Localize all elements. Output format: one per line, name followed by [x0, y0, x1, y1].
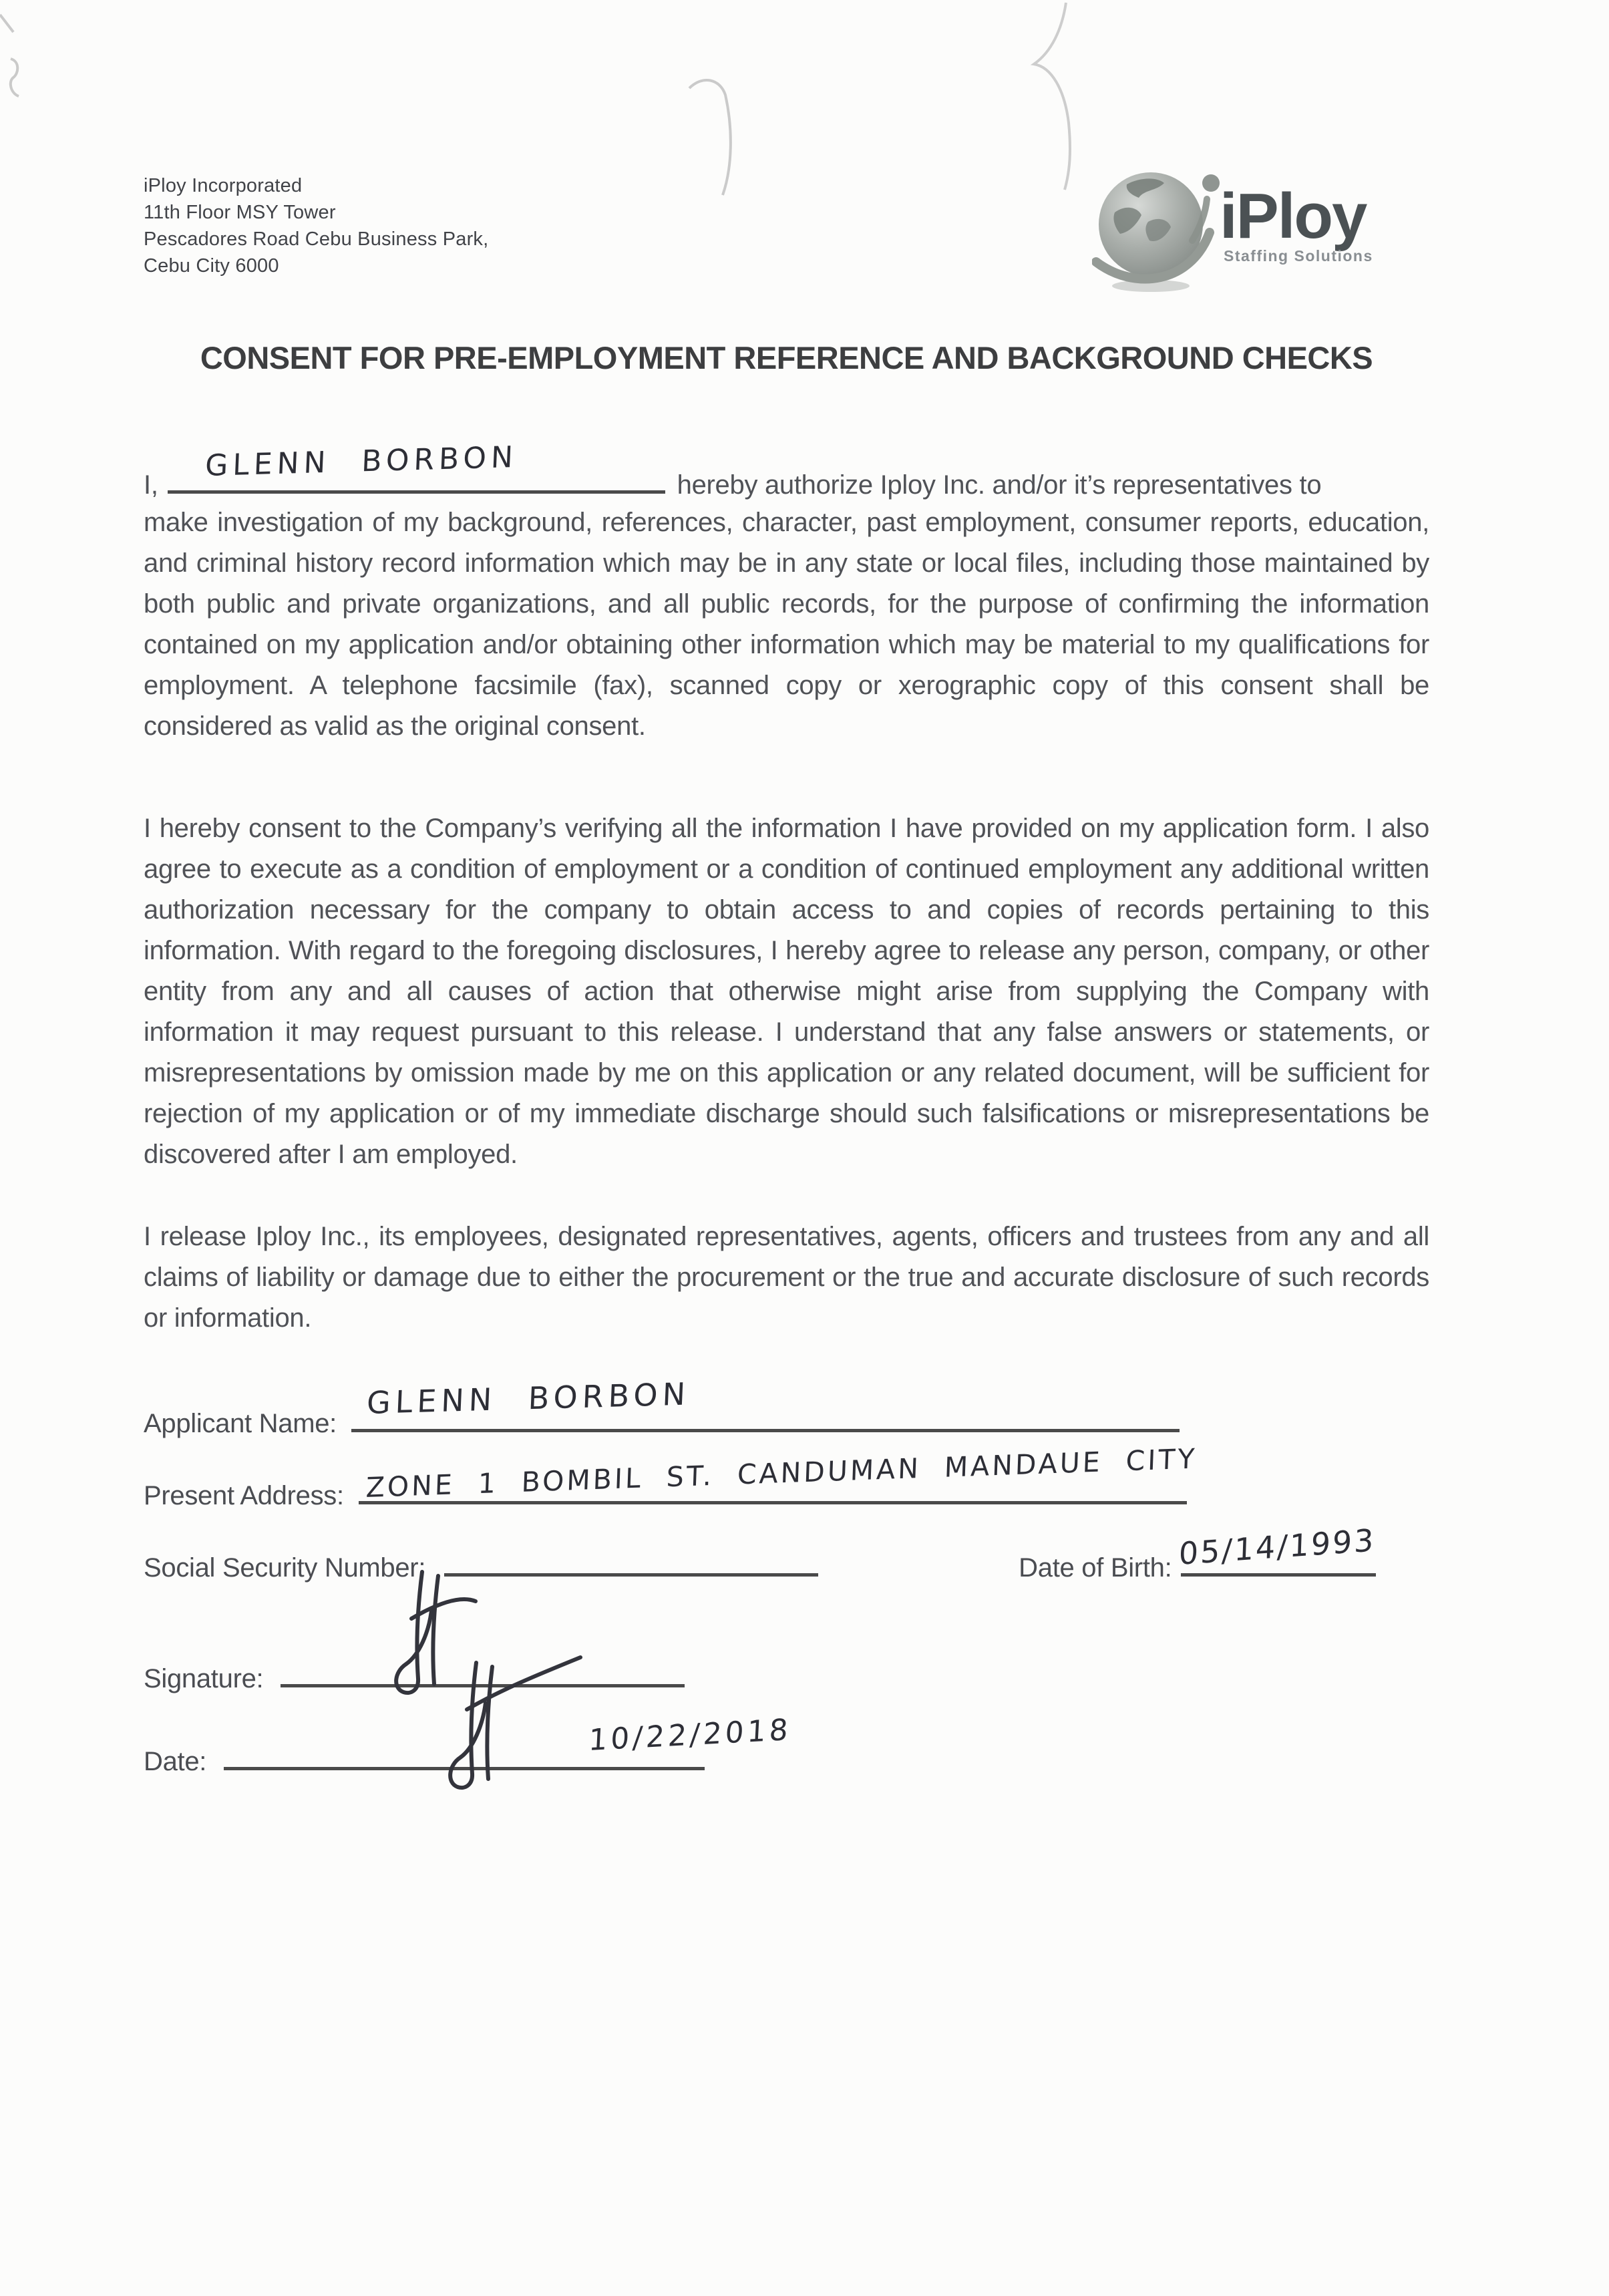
- present-address-row: [144, 1442, 1429, 1511]
- name-blank-line: [168, 440, 665, 494]
- paragraph-authorization: [144, 440, 1429, 747]
- iploy-logo: [1092, 160, 1393, 294]
- handwritten-name-intro: GLENN BORBON: [204, 440, 518, 483]
- handwritten-present-address: ZONE 1 BOMBIL ST. CANDUMAN MANDAUE CITY: [365, 1442, 1198, 1504]
- handwritten-dob: 05/14/1993: [1178, 1522, 1377, 1572]
- date-row: [144, 1712, 1429, 1777]
- present-address-line: [359, 1442, 1198, 1504]
- applicant-name-label: Applicant Name:: [144, 1409, 337, 1438]
- form-fields: [144, 1375, 1429, 1777]
- intro-suffix: hereby authorize Iploy Inc. and/or it’s representatives to: [677, 470, 1322, 500]
- authorization-intro-line: [144, 440, 1429, 502]
- company-address-line-3: Cebu City 6000: [144, 255, 279, 277]
- date-signature-scribble: [437, 1651, 584, 1791]
- paragraph-consent-verification: I hereby consent to the Company’s verifying all the information I have provided on my application form. I also agree to execute as a condition of employment or a condition of continued employment any additional written authorization necessary for the company to obtain access to and copies of records pertaining to this information. With regard to the foregoing disclosures, I hereby agree to release any person, company, or other entity from any and all causes of action that otherwise might arise from supplying the Company with information it may request pursuant to this release. I understand that any false answers or statements, or misrepresentations by omission made by me on this application or any related document, will be sufficient for rejection of my application or of my immediate discharge should such falsifications or misrepresentations be discovered after I am employed.: [144, 814, 1429, 1169]
- applicant-name-line: [351, 1375, 1180, 1432]
- handwritten-date: 10/22/2018: [588, 1712, 792, 1758]
- ssn-label: Social Security Number:: [144, 1553, 426, 1583]
- signature-label: Signature:: [144, 1664, 264, 1693]
- company-address-line-2: Pescadores Road Cebu Business Park,: [144, 228, 489, 250]
- signature-row: [144, 1658, 1429, 1694]
- company-address-line-1: 11th Floor MSY Tower: [144, 202, 336, 223]
- paragraph-release: I release Iploy Inc., its employees, designated representatives, agents, officers and trustees from any and all claims of liability or damage due to either the procurement or the true and accurate disclosure of such records or information.: [144, 1222, 1429, 1333]
- handwritten-applicant-name: GLENN BORBON: [365, 1375, 691, 1421]
- dob-line: [1178, 1522, 1377, 1577]
- ssn-dob-row: [144, 1522, 1429, 1583]
- document-header: [144, 0, 1429, 287]
- present-address-label: Present Address:: [144, 1481, 344, 1510]
- dob-label: Date of Birth:: [1019, 1553, 1172, 1583]
- paragraph-authorization-body: make investigation of my background, references, character, past employment, consumer reports, education, and criminal history record information which may be in any state or local files, including those maintained by both public and private organizations, and all public records, for the purpose of confirming the information contained on my application and/or obtaining other information which may be material to my qualifications for employment. A telephone facsimile (fax), scanned copy or xerographic copy of this consent shall be considered as valid as the original consent.: [144, 508, 1429, 741]
- globe-swoosh-icon: [1092, 160, 1229, 294]
- intro-prefix: I,: [144, 470, 158, 500]
- ssn-line: [444, 1547, 818, 1577]
- logo-tagline-text: Staffing Solutions: [1224, 247, 1373, 265]
- applicant-name-row: [144, 1375, 1429, 1439]
- document-title: CONSENT FOR PRE-EMPLOYMENT REFERENCE AND BACKGROUND CHECKS: [200, 340, 1373, 375]
- logo-brand-text: iPloy: [1220, 180, 1367, 252]
- logo-text-block: [1220, 180, 1373, 265]
- date-label: Date:: [144, 1747, 207, 1776]
- date-line: [224, 1712, 792, 1770]
- company-name: iPloy Incorporated: [144, 175, 303, 196]
